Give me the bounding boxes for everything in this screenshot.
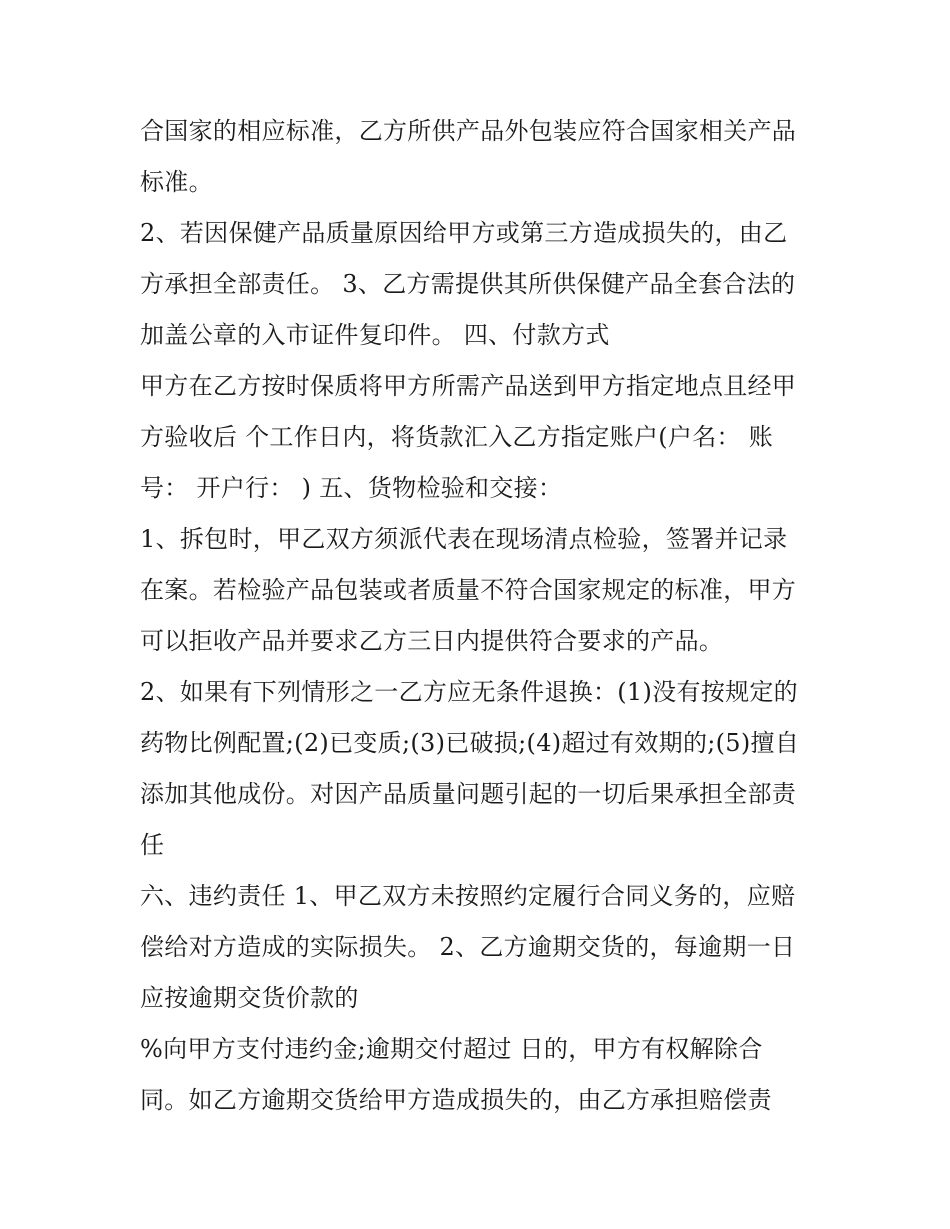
text-line: 合国家的相应标准，乙方所供产品外包装应符合国家相关产品 (140, 117, 797, 145)
text-line: 应按逾期交货价款的 (140, 984, 359, 1012)
text-line: 在案。若检验产品包装或者质量不符合国家规定的标准，甲方 (140, 576, 797, 604)
text-line: 加盖公章的入市证件复印件。 四、付款方式 (140, 321, 610, 349)
text-line: 方验收后 个工作日内，将货款汇入乙方指定账户(户名： 账 (140, 423, 774, 451)
text-line: 方承担全部责任。 3、乙方需提供其所供保健产品全套合法的 (140, 270, 796, 298)
text-line: 1、拆包时，甲乙双方须派代表在现场清点检验，签署并记录 (140, 525, 788, 553)
text-line: 2、若因保健产品质量原因给甲方或第三方造成损失的，由乙 (140, 219, 788, 247)
text-line: 可以拒收产品并要求乙方三日内提供符合要求的产品。 (140, 627, 724, 655)
text-line: 甲方在乙方按时保质将甲方所需产品送到甲方指定地点且经甲 (140, 372, 797, 400)
text-line: 六、违约责任 1、甲乙双方未按照约定履行合同义务的，应赔 (140, 882, 796, 910)
text-line: 任 (140, 831, 165, 859)
text-line: 药物比例配置;(2)已变质;(3)已破损;(4)超过有效期的;(5)擅自 (140, 729, 800, 757)
contract-text-body (140, 106, 830, 1126)
text-line: 2、如果有下列情形之一乙方应无条件退换：(1)没有按规定的 (140, 678, 798, 706)
text-line: 偿给对方造成的实际损失。 2、乙方逾期交货的，每逾期一日 (140, 933, 796, 961)
text-line: %向甲方支付违约金;逾期交付超过 日的，甲方有权解除合 (140, 1035, 763, 1063)
text-line: 标准。 (140, 168, 213, 196)
text-line: 号： 开户行： ) 五、货物检验和交接： (140, 474, 563, 502)
text-line: 同。如乙方逾期交货给甲方造成损失的，由乙方承担赔偿责 (140, 1086, 772, 1114)
text-line: 添加其他成份。对因产品质量问题引起的一切后果承担全部责 (140, 780, 797, 808)
